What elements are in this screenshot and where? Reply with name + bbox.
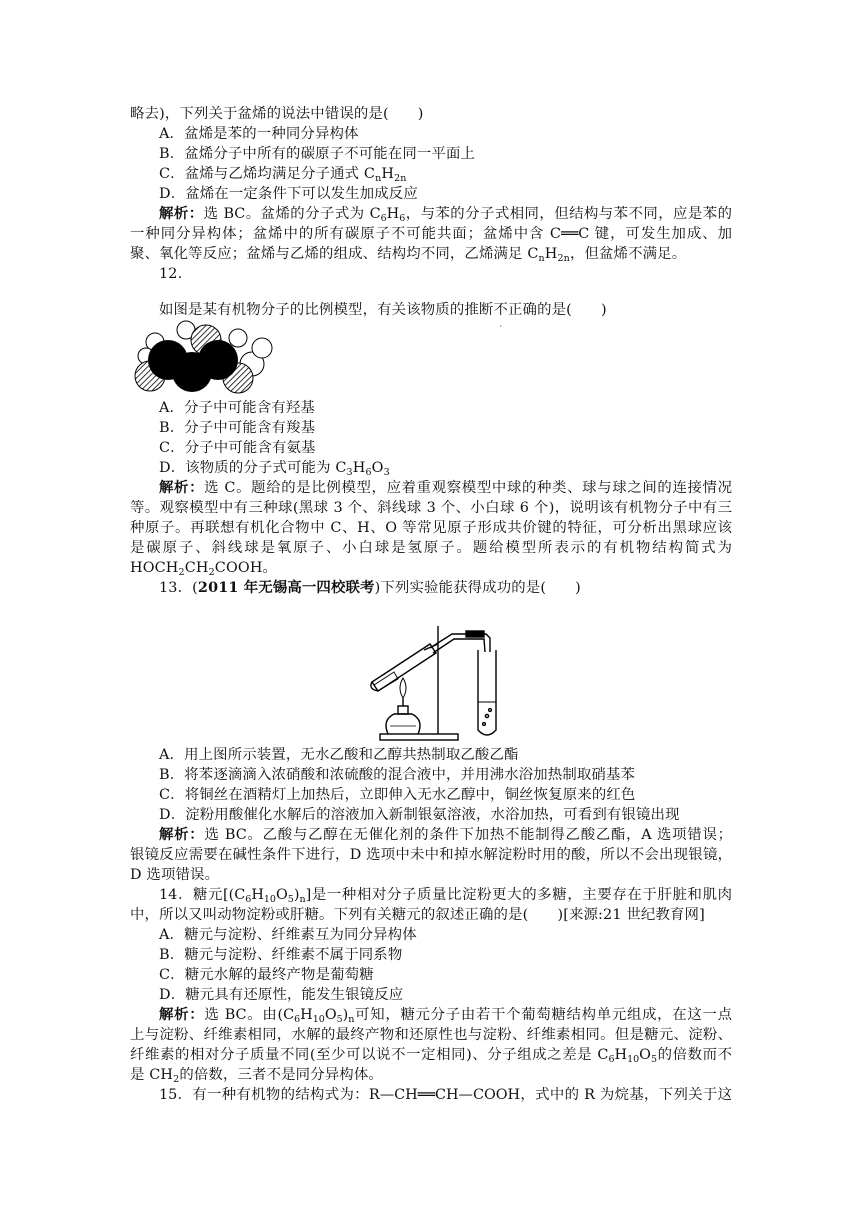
q14-stem-line-2: 中，所以又叫动物淀粉或肝糖。下列有关糖元的叙述正确的是( )[来源:21 世纪教育网] xyxy=(130,907,705,923)
q12-option-a: A．分子中可能含有羟基 xyxy=(159,400,315,416)
q11-answer-line-1: 解析：选 BC。盆烯的分子式为 $C_6H_6$，与苯的分子式相同，但结构与苯不同，应是苯的 xyxy=(159,205,732,224)
q11-stem-tail: 略去)，下列关于盆烯的说法中错误的是( ) xyxy=(130,106,424,122)
q15-stem-line-1: 15．有一种有机物的结构式为：R—CH══CH—COOH，式中的 R 为烷基，下列关于这 xyxy=(159,1087,732,1103)
q12-option-d: D．该物质的分子式可能为 $C_3H_6O_3$ xyxy=(159,460,390,478)
q12-answer-line-2: 等。观察模型中有三种球(黑球 3 个、斜线球 3 个、小白球 6 个)，说明该有机物分子中有三 xyxy=(130,500,732,516)
q13-answer-line-2: 银镜反应需要在碱性条件下进行，D 选项中未中和掉水解淀粉时用的酸，所以不会出现银镜， xyxy=(130,847,732,863)
q13-stem: 13．(2011 年无锡高一四校联考)下列实验能获得成功的是( ) xyxy=(159,579,581,596)
emphasis-dot-char: 不 · xyxy=(493,302,508,331)
q13-option-d: D．淀粉用酸催化水解后的溶液加入新制银氨溶液，水浴加热，可看到有银镜出现 xyxy=(159,807,680,823)
q11-option-d: D．盆烯在一定条件下可以发生加成反应 xyxy=(159,186,418,202)
q13-answer-line-3: D 选项错误。 xyxy=(130,867,220,883)
q13-option-b: B．将苯逐滴滴入浓硝酸和浓硫酸的混合液中，并用沸水浴加热制取硝基苯 xyxy=(159,767,636,783)
q13-answer-line-1: 解析：选 BC。乙酸与乙醇在无催化剂的条件下加热不能制得乙酸乙酯，A 选项错误； xyxy=(159,826,732,843)
q12-number: 12. xyxy=(159,266,183,282)
q14-answer-line-4: 是 $CH_2$的倍数，三者不是同分异构体。 xyxy=(130,1067,383,1085)
q14-option-b: B．糖元与淀粉、纤维素不属于同系物 xyxy=(159,947,403,963)
q14-option-a: A．糖元与淀粉、纤维素互为同分异构体 xyxy=(159,927,417,943)
q14-option-c: C．糖元水解的最终产物是葡萄糖 xyxy=(159,967,374,983)
q14-answer-line-1: 解析：选 BC。由$(C_6H_{10}O_5)_n$可知，糖元分子由若干个葡萄糖结构单元组成，在这一点 xyxy=(159,1006,732,1025)
q12-answer-line-1: 解析：选 C。题给的是比例模型，应着重观察模型中球的种类、球与球之间的连接情况 xyxy=(159,479,732,496)
q14-answer-line-2: 上与淀粉、纤维素相同，水解的最终产物和还原性也与淀粉、纤维素相同。但是糖元、淀粉、 xyxy=(130,1027,732,1043)
q12-answer-line-5: $HOCH_2CH_2COOH$。 xyxy=(130,560,278,578)
space-filling-model-figure xyxy=(128,318,278,396)
q11-answer-line-3: 聚、氧化等反应；盆烯与乙烯的组成、结构均不同，乙烯满足 $C_nH_{2n}$，但盆烯不满足。 xyxy=(130,246,687,264)
hydrogen-atom xyxy=(252,338,272,358)
q11-option-b: B．盆烯分子中所有的碳原子不可能在同一平面上 xyxy=(159,146,476,162)
q11-option-a: A．盆烯是苯的一种同分异构体 xyxy=(159,126,359,142)
q12-answer-line-3: 种原子。再联想有机化合物中 C、H、O 等常见原子形成共价键的特征，可分析出黑球应该 xyxy=(130,520,732,536)
q13-option-a: A．用上图所示装置，无水乙酸和乙醇共热制取乙酸乙酯 xyxy=(159,747,519,763)
q13-option-c: C．将铜丝在酒精灯上加热后，立即伸入无水乙醇中，铜丝恢复原来的红色 xyxy=(159,787,636,803)
carbon-atom xyxy=(198,340,238,380)
q14-option-d: D．糖元具有还原性，能发生银镜反应 xyxy=(159,987,404,1003)
q12-answer-line-4: 是碳原子、斜线球是氧原子、小白球是氢原子。题给模型所表示的有机物结构简式为 xyxy=(130,540,732,556)
q12-option-b: B．分子中可能含有羧基 xyxy=(159,420,316,436)
q14-stem-line-1: 14．糖元$[(C_6H_{10}O_5)_n]$是一种相对分子质量比淀粉更大的多糖，主要存在于肝脏和肌肉 xyxy=(159,887,732,905)
q11-answer-line-2: 一种同分异构体；盆烯中的所有碳原子不可能共面；盆烯中含 C══C 键，可发生加成、加 xyxy=(130,226,732,242)
hydrogen-atom xyxy=(229,329,247,347)
q12-option-c: C．分子中可能含有氨基 xyxy=(159,440,316,456)
q12-stem: 如图是某有机物分子的比例模型，有关该物质的推断不 · 正确的是( ) xyxy=(159,302,607,331)
q14-answer-line-3: 纤维素的相对分子质量不同(至少可以说不一定相同)、分子组成之差是 $C_6H_{10}O_5$的倍数而不 xyxy=(130,1047,732,1065)
q11-option-c: C．盆烯与乙烯均满足分子通式 $C_nH_{2n}$ xyxy=(159,166,407,184)
esterification-apparatus-figure xyxy=(360,622,520,744)
